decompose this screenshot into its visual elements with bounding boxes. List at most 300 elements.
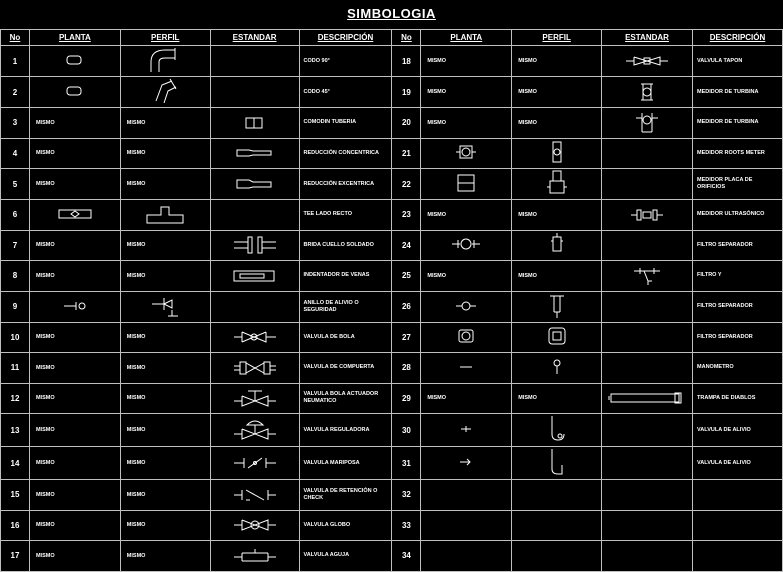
- needle-icon: [211, 548, 299, 564]
- perfil-cell: [120, 353, 210, 384]
- row-number: [1, 169, 30, 200]
- relief-icon: [121, 294, 210, 320]
- perfil-cell-text: MISMO: [126, 334, 146, 341]
- descripcion-cell: [299, 541, 392, 572]
- planta-cell-2: [421, 138, 512, 169]
- butterfly-icon: [211, 455, 299, 471]
- estandar-cell: [210, 169, 299, 200]
- row-number-2-text: 21: [401, 148, 411, 158]
- descripcion-cell-2-text: MEDIDOR DE TURBINA: [697, 119, 759, 126]
- planta-cell: [29, 383, 120, 414]
- trap-icon: [602, 392, 692, 404]
- perfil-cell-text: MISMO: [126, 491, 146, 498]
- row-number-2-text: 24: [401, 240, 411, 250]
- row-number: [1, 414, 30, 447]
- planta-cell-text: MISMO: [35, 119, 55, 126]
- planta-cell: [29, 414, 120, 447]
- perfil-cell-2-text: MISMO: [518, 395, 537, 402]
- row-number: [1, 108, 30, 139]
- row-number-text: 7: [12, 240, 18, 250]
- descripcion-cell-text: COMODIN TUBERIA: [303, 119, 357, 126]
- planta-cell-2: [421, 353, 512, 384]
- row-number-text: 17: [10, 551, 20, 561]
- row-number-text: 6: [12, 210, 18, 220]
- perfil-cell-2: [512, 200, 602, 231]
- row-number-2-text: 20: [401, 118, 411, 128]
- row-number-2-text: 34: [401, 551, 411, 561]
- descripcion-cell-2: [693, 291, 783, 322]
- estandar-cell-2: [602, 291, 693, 322]
- row-number-2: [392, 108, 421, 139]
- estandar-cell: [210, 261, 299, 292]
- planta-cell-2: [421, 108, 512, 139]
- descripcion-cell-2: [693, 383, 783, 414]
- perfil-cell-2: [512, 480, 602, 511]
- estandar-cell: [210, 447, 299, 480]
- globe-icon: [211, 516, 299, 534]
- row-number-2-text: 33: [401, 520, 411, 530]
- planta-cell-2: [421, 77, 512, 108]
- estandar-cell-2: [602, 480, 693, 511]
- descripcion-cell-2: [693, 138, 783, 169]
- row-number-2-text: 31: [401, 458, 411, 468]
- table-row: [1, 353, 783, 384]
- descripcion-cell: [299, 383, 392, 414]
- perfil-cell-text: MISMO: [126, 119, 146, 126]
- planta-cell: [29, 353, 120, 384]
- perfil-cell-2-text: MISMO: [518, 119, 537, 126]
- descripcion-cell-text: REDUCCIÓN EXCENTRICA: [303, 180, 375, 187]
- row-number: [1, 510, 30, 541]
- planta-cell-2: [421, 541, 512, 572]
- planta-cell-text: MISMO: [35, 491, 55, 498]
- descripcion-cell: [299, 200, 392, 231]
- descripcion-cell-2-text: FILTRO SEPARADOR: [697, 303, 753, 309]
- estandar-cell-2: [602, 46, 693, 77]
- descripcion-cell-text: VALVULA MARIPOSA: [303, 459, 360, 466]
- planta-cell: [29, 169, 120, 200]
- planta-cell: [29, 541, 120, 572]
- planta-cell-2: [421, 383, 512, 414]
- descripcion-cell: [299, 291, 392, 322]
- row-number-text: 10: [10, 332, 20, 342]
- descripcion-cell: [299, 230, 392, 261]
- row-number-2: [392, 541, 421, 572]
- row-number: [1, 322, 30, 353]
- planta-cell: [29, 447, 120, 480]
- planta-cell-text: MISMO: [35, 181, 55, 187]
- row-number-text: 14: [10, 458, 20, 468]
- row-number-2: [392, 414, 421, 447]
- row-number-text: 1: [12, 56, 18, 66]
- row-number-2: [392, 291, 421, 322]
- descripcion-cell-text: CODO 45°: [303, 88, 330, 95]
- perfil-cell: [120, 414, 210, 447]
- perfil-cell-2: [512, 291, 602, 322]
- row-number-text: 9: [12, 302, 18, 311]
- header-no: No: [1, 30, 30, 46]
- planta-cell: [29, 291, 120, 322]
- row-number-2: [392, 510, 421, 541]
- descripcion-cell: [299, 414, 392, 447]
- hook2-icon: [512, 447, 601, 479]
- sep2plan-icon: [421, 326, 511, 348]
- planta-cell-2-text: MISMO: [427, 272, 447, 279]
- teeplan-icon: [30, 208, 120, 222]
- header-perfil: PERFIL: [120, 30, 210, 46]
- perfil-cell-2-text: MISMO: [518, 272, 537, 279]
- table-row: [1, 77, 783, 108]
- descripcion-cell-2-text: MEDIDOR ULTRASÓNICO: [697, 211, 765, 218]
- descripcion-cell-text: VALVULA DE COMPUERTA: [303, 364, 375, 371]
- perfil-cell-2: [512, 541, 602, 572]
- estandar-cell-2: [602, 108, 693, 139]
- row-number-2: [392, 383, 421, 414]
- perfil-cell-2: [512, 383, 602, 414]
- estandar-cell-2: [602, 447, 693, 480]
- perfil-cell: [120, 77, 210, 108]
- row-number-2: [392, 200, 421, 231]
- perfil-cell-2: [512, 510, 602, 541]
- orificep-icon: [512, 169, 601, 199]
- planta-cell-text: MISMO: [35, 522, 55, 529]
- descripcion-cell-2: [693, 46, 783, 77]
- table-row: [1, 200, 783, 231]
- header-planta: PLANTA: [29, 30, 120, 46]
- perfil-cell: [120, 480, 210, 511]
- table-row: [1, 108, 783, 139]
- descripcion-cell: [299, 353, 392, 384]
- row-number: [1, 261, 30, 292]
- descripcion-cell: [299, 261, 392, 292]
- gate-icon: [211, 360, 299, 376]
- planta-cell-2: [421, 291, 512, 322]
- sepplan-icon: [421, 300, 511, 314]
- descripcion-cell-2-text: VALVULA TAPON: [697, 57, 743, 64]
- estandar-cell: [210, 414, 299, 447]
- table-row: [1, 541, 783, 572]
- descripcion-cell: [299, 447, 392, 480]
- descripcion-cell-2: [693, 169, 783, 200]
- tee-icon: [121, 203, 210, 227]
- row-number-text: 12: [10, 393, 20, 403]
- descripcion-cell-2: [693, 322, 783, 353]
- estandar-cell-2: [602, 353, 693, 384]
- ball-icon: [211, 329, 299, 345]
- descripcion-cell-2: [693, 261, 783, 292]
- descripcion-cell-2: [693, 77, 783, 108]
- perfil-cell-2-text: MISMO: [518, 89, 537, 95]
- descripcion-cell-2: [693, 447, 783, 480]
- perfil-cell-text: MISMO: [126, 364, 146, 371]
- perfil-cell-2: [512, 353, 602, 384]
- perfil-cell-2-text: MISMO: [518, 58, 537, 64]
- estandar-cell-2: [602, 230, 693, 261]
- ultra-icon: [602, 208, 692, 222]
- descripcion-cell-2-text: VALVULA DE ALIVIO: [697, 459, 751, 466]
- row-number-2: [392, 353, 421, 384]
- planta-cell-2-text: MISMO: [427, 89, 447, 95]
- row-number-text: 11: [10, 363, 20, 373]
- reducer2-icon: [211, 178, 299, 190]
- descripcion-cell-2-text: MEDIDOR PLACA DE ORIFICIOS: [697, 177, 753, 190]
- descripcion-cell-2: [693, 353, 783, 384]
- row-number-2-text: 23: [401, 210, 411, 220]
- meterv2-icon: [602, 110, 692, 136]
- row-number-2: [392, 230, 421, 261]
- row-number: [1, 200, 30, 231]
- planta-cell-2: [421, 200, 512, 231]
- row-number-2: [392, 77, 421, 108]
- sepp-icon: [512, 292, 601, 322]
- descripcion-cell-text: CODO 90°: [303, 57, 330, 64]
- planta-cell-text: MISMO: [35, 427, 55, 433]
- estandar-cell-2: [602, 77, 693, 108]
- row-number-text: 15: [10, 490, 20, 500]
- descripcion-cell-2: [693, 230, 783, 261]
- estandar-cell-2: [602, 322, 693, 353]
- header-descripcion-2: DESCRIPCIÓN: [693, 30, 783, 46]
- reliefplan-icon: [30, 299, 120, 315]
- row-number: [1, 291, 30, 322]
- table-row: [1, 138, 783, 169]
- row-number: [1, 77, 30, 108]
- planta-cell-2: [421, 322, 512, 353]
- perfil-cell: [120, 541, 210, 572]
- row-number-text: 2: [12, 87, 18, 97]
- table-row: [1, 322, 783, 353]
- smallplan-icon: [421, 425, 511, 435]
- perfil-cell-text: MISMO: [126, 150, 146, 157]
- perfil-cell: [120, 200, 210, 231]
- row-number-text: 3: [12, 118, 18, 128]
- row-number-2-text: 18: [401, 56, 411, 66]
- descripcion-cell-text: VALVULA BOLA ACTUADOR NEUMATICO: [303, 391, 379, 405]
- estandar-cell: [210, 322, 299, 353]
- perfil-cell-text: MISMO: [126, 552, 146, 559]
- perfil-cell-text: MISMO: [126, 181, 146, 187]
- roots-icon: [421, 143, 511, 163]
- planta-cell-2: [421, 510, 512, 541]
- planta-cell-2-text: MISMO: [427, 211, 447, 218]
- filterp-icon: [512, 231, 601, 259]
- row-number: [1, 383, 30, 414]
- row-number: [1, 46, 30, 77]
- estandar-cell: [210, 77, 299, 108]
- descripcion-cell: [299, 480, 392, 511]
- planta-cell-text: MISMO: [35, 364, 55, 371]
- planta-cell: [29, 77, 120, 108]
- header-descripcion: DESCRIPCIÓN: [299, 30, 392, 46]
- planta-cell-2: [421, 480, 512, 511]
- row-number-text: 4: [12, 148, 18, 158]
- estandar-cell: [210, 353, 299, 384]
- planta-cell-text: MISMO: [35, 150, 55, 157]
- row-number-2: [392, 261, 421, 292]
- descripcion-cell-2-text: VALVULA DE ALIVIO: [697, 426, 751, 433]
- table-row: [1, 261, 783, 292]
- planta-cell: [29, 108, 120, 139]
- table-row: [1, 46, 783, 77]
- estandar-cell: [210, 383, 299, 414]
- cap-icon: [30, 85, 120, 99]
- row-number-2: [392, 480, 421, 511]
- table-row: [1, 480, 783, 511]
- table-row: [1, 230, 783, 261]
- descripcion-cell-2: [693, 108, 783, 139]
- descripcion-cell-2-text: MANOMETRO: [697, 364, 734, 371]
- orifice-icon: [421, 173, 511, 195]
- estandar-cell-2: [602, 510, 693, 541]
- table-row: [1, 291, 783, 322]
- gaugep-icon: [512, 358, 601, 378]
- meterv-icon: [602, 80, 692, 104]
- row-number-2: [392, 138, 421, 169]
- row-number: [1, 230, 30, 261]
- gaugeplan-icon: [421, 364, 511, 372]
- perfil-cell: [120, 138, 210, 169]
- perfil-cell-2: [512, 169, 602, 200]
- estandar-cell-2: [602, 169, 693, 200]
- sep2p-icon: [512, 324, 601, 350]
- planta-cell: [29, 510, 120, 541]
- perfil-cell: [120, 230, 210, 261]
- estandar-cell: [210, 291, 299, 322]
- actuator-icon: [211, 385, 299, 411]
- perfil-cell-text: MISMO: [126, 427, 146, 433]
- descripcion-cell: [299, 322, 392, 353]
- perfil-cell: [120, 46, 210, 77]
- estandar-cell: [210, 230, 299, 261]
- row-number-2-text: 32: [401, 490, 411, 500]
- row-number-2-text: 29: [401, 393, 411, 403]
- perfil-cell: [120, 169, 210, 200]
- descripcion-cell-text: VALVULA DE BOLA: [303, 333, 355, 340]
- planta-cell-2: [421, 46, 512, 77]
- table-row: [1, 383, 783, 414]
- elbow90-icon: [121, 46, 210, 76]
- estandar-cell-2: [602, 261, 693, 292]
- descripcion-cell-2: [693, 541, 783, 572]
- estandar-cell: [210, 108, 299, 139]
- page-title: SIMBOLOGIA: [347, 6, 436, 21]
- row-number: [1, 480, 30, 511]
- perfil-cell-2: [512, 46, 602, 77]
- estandar-cell: [210, 138, 299, 169]
- planta-cell-text: MISMO: [35, 395, 55, 402]
- descripcion-cell-2: [693, 200, 783, 231]
- estandar-cell-2: [602, 200, 693, 231]
- perfil-cell-2: [512, 261, 602, 292]
- table-row: [1, 169, 783, 200]
- header-estandar: ESTANDAR: [210, 30, 299, 46]
- symbol-table: [0, 29, 783, 572]
- descripcion-cell: [299, 108, 392, 139]
- planta-cell: [29, 230, 120, 261]
- filtery-icon: [602, 265, 692, 287]
- filterplan-icon: [421, 237, 511, 253]
- planta-cell-2-text: MISMO: [427, 58, 447, 64]
- row-number-2-text: 26: [401, 302, 411, 311]
- planta-cell: [29, 46, 120, 77]
- planta-cell: [29, 138, 120, 169]
- descripcion-cell: [299, 169, 392, 200]
- descripcion-cell-2-text: FILTRO SEPARADOR: [697, 333, 753, 340]
- row-number-2-text: 27: [401, 332, 411, 342]
- perfil-cell-2: [512, 414, 602, 447]
- row-number-2-text: 19: [401, 87, 411, 97]
- planta-cell-text: MISMO: [35, 334, 55, 341]
- estandar-cell: [210, 541, 299, 572]
- planta-cell: [29, 322, 120, 353]
- descripcion-cell-text: VALVULA DE RETENCIÓN O CHECK: [303, 487, 378, 501]
- descripcion-cell-2: [693, 480, 783, 511]
- descripcion-cell-text: ANILLO DE ALIVIO O SEGURIDAD: [303, 299, 359, 313]
- descripcion-cell-text: VALVULA AGUJA: [303, 552, 350, 559]
- estandar-cell-2: [602, 541, 693, 572]
- row-number-text: 5: [12, 179, 18, 189]
- estandar-cell: [210, 480, 299, 511]
- row-number-2-text: 30: [401, 425, 411, 435]
- estandar-cell: [210, 200, 299, 231]
- descripcion-cell: [299, 138, 392, 169]
- perfil-cell: [120, 291, 210, 322]
- row-number-text: 13: [10, 425, 20, 435]
- row-number-2-text: 28: [401, 363, 411, 373]
- estandar-cell-2: [602, 414, 693, 447]
- descripcion-cell-2: [693, 414, 783, 447]
- perfil-cell-2: [512, 77, 602, 108]
- descripcion-cell-2-text: MEDIDOR DE TURBINA: [697, 88, 759, 95]
- row-number: [1, 541, 30, 572]
- descripcion-cell-text: VALVULA REGULADORA: [303, 426, 370, 433]
- estandar-cell-2: [602, 138, 693, 169]
- row-number-2-text: 25: [401, 271, 411, 281]
- regulator-icon: [211, 417, 299, 443]
- planta-cell-2-text: MISMO: [427, 395, 447, 402]
- flange-icon: [211, 235, 299, 255]
- planta-cell-text: MISMO: [35, 552, 55, 559]
- descripcion-cell-2-text: MEDIDOR ROOTS METER: [697, 149, 765, 156]
- header-estandar-2: ESTANDAR: [602, 30, 693, 46]
- planta-cell-text: MISMO: [35, 272, 55, 279]
- header-row: [1, 30, 783, 46]
- planta-cell-2-text: MISMO: [427, 119, 447, 126]
- cap-icon: [30, 54, 120, 68]
- planta-cell-2: [421, 230, 512, 261]
- row-number-2: [392, 169, 421, 200]
- perfil-cell-2: [512, 108, 602, 139]
- estandar-cell: [210, 510, 299, 541]
- descripcion-cell-text: TEE LADO RECTO: [303, 211, 353, 218]
- perfil-cell: [120, 261, 210, 292]
- descripcion-cell-text: INDENTADOR DE VENAS: [303, 272, 370, 279]
- descripcion-cell-text: REDUCCIÓN CONCENTRICA: [303, 149, 380, 156]
- planta-cell: [29, 200, 120, 231]
- rootsp-icon: [512, 140, 601, 166]
- descripcion-cell-2: [693, 510, 783, 541]
- row-number-2-text: 22: [401, 179, 411, 189]
- elbow45-icon: [121, 77, 210, 107]
- perfil-cell: [120, 108, 210, 139]
- row-number: [1, 447, 30, 480]
- row-number-2: [392, 322, 421, 353]
- perfil-cell: [120, 447, 210, 480]
- perfil-cell: [120, 383, 210, 414]
- planta-cell-2: [421, 169, 512, 200]
- coupling-icon: [211, 116, 299, 130]
- estandar-cell-2: [602, 383, 693, 414]
